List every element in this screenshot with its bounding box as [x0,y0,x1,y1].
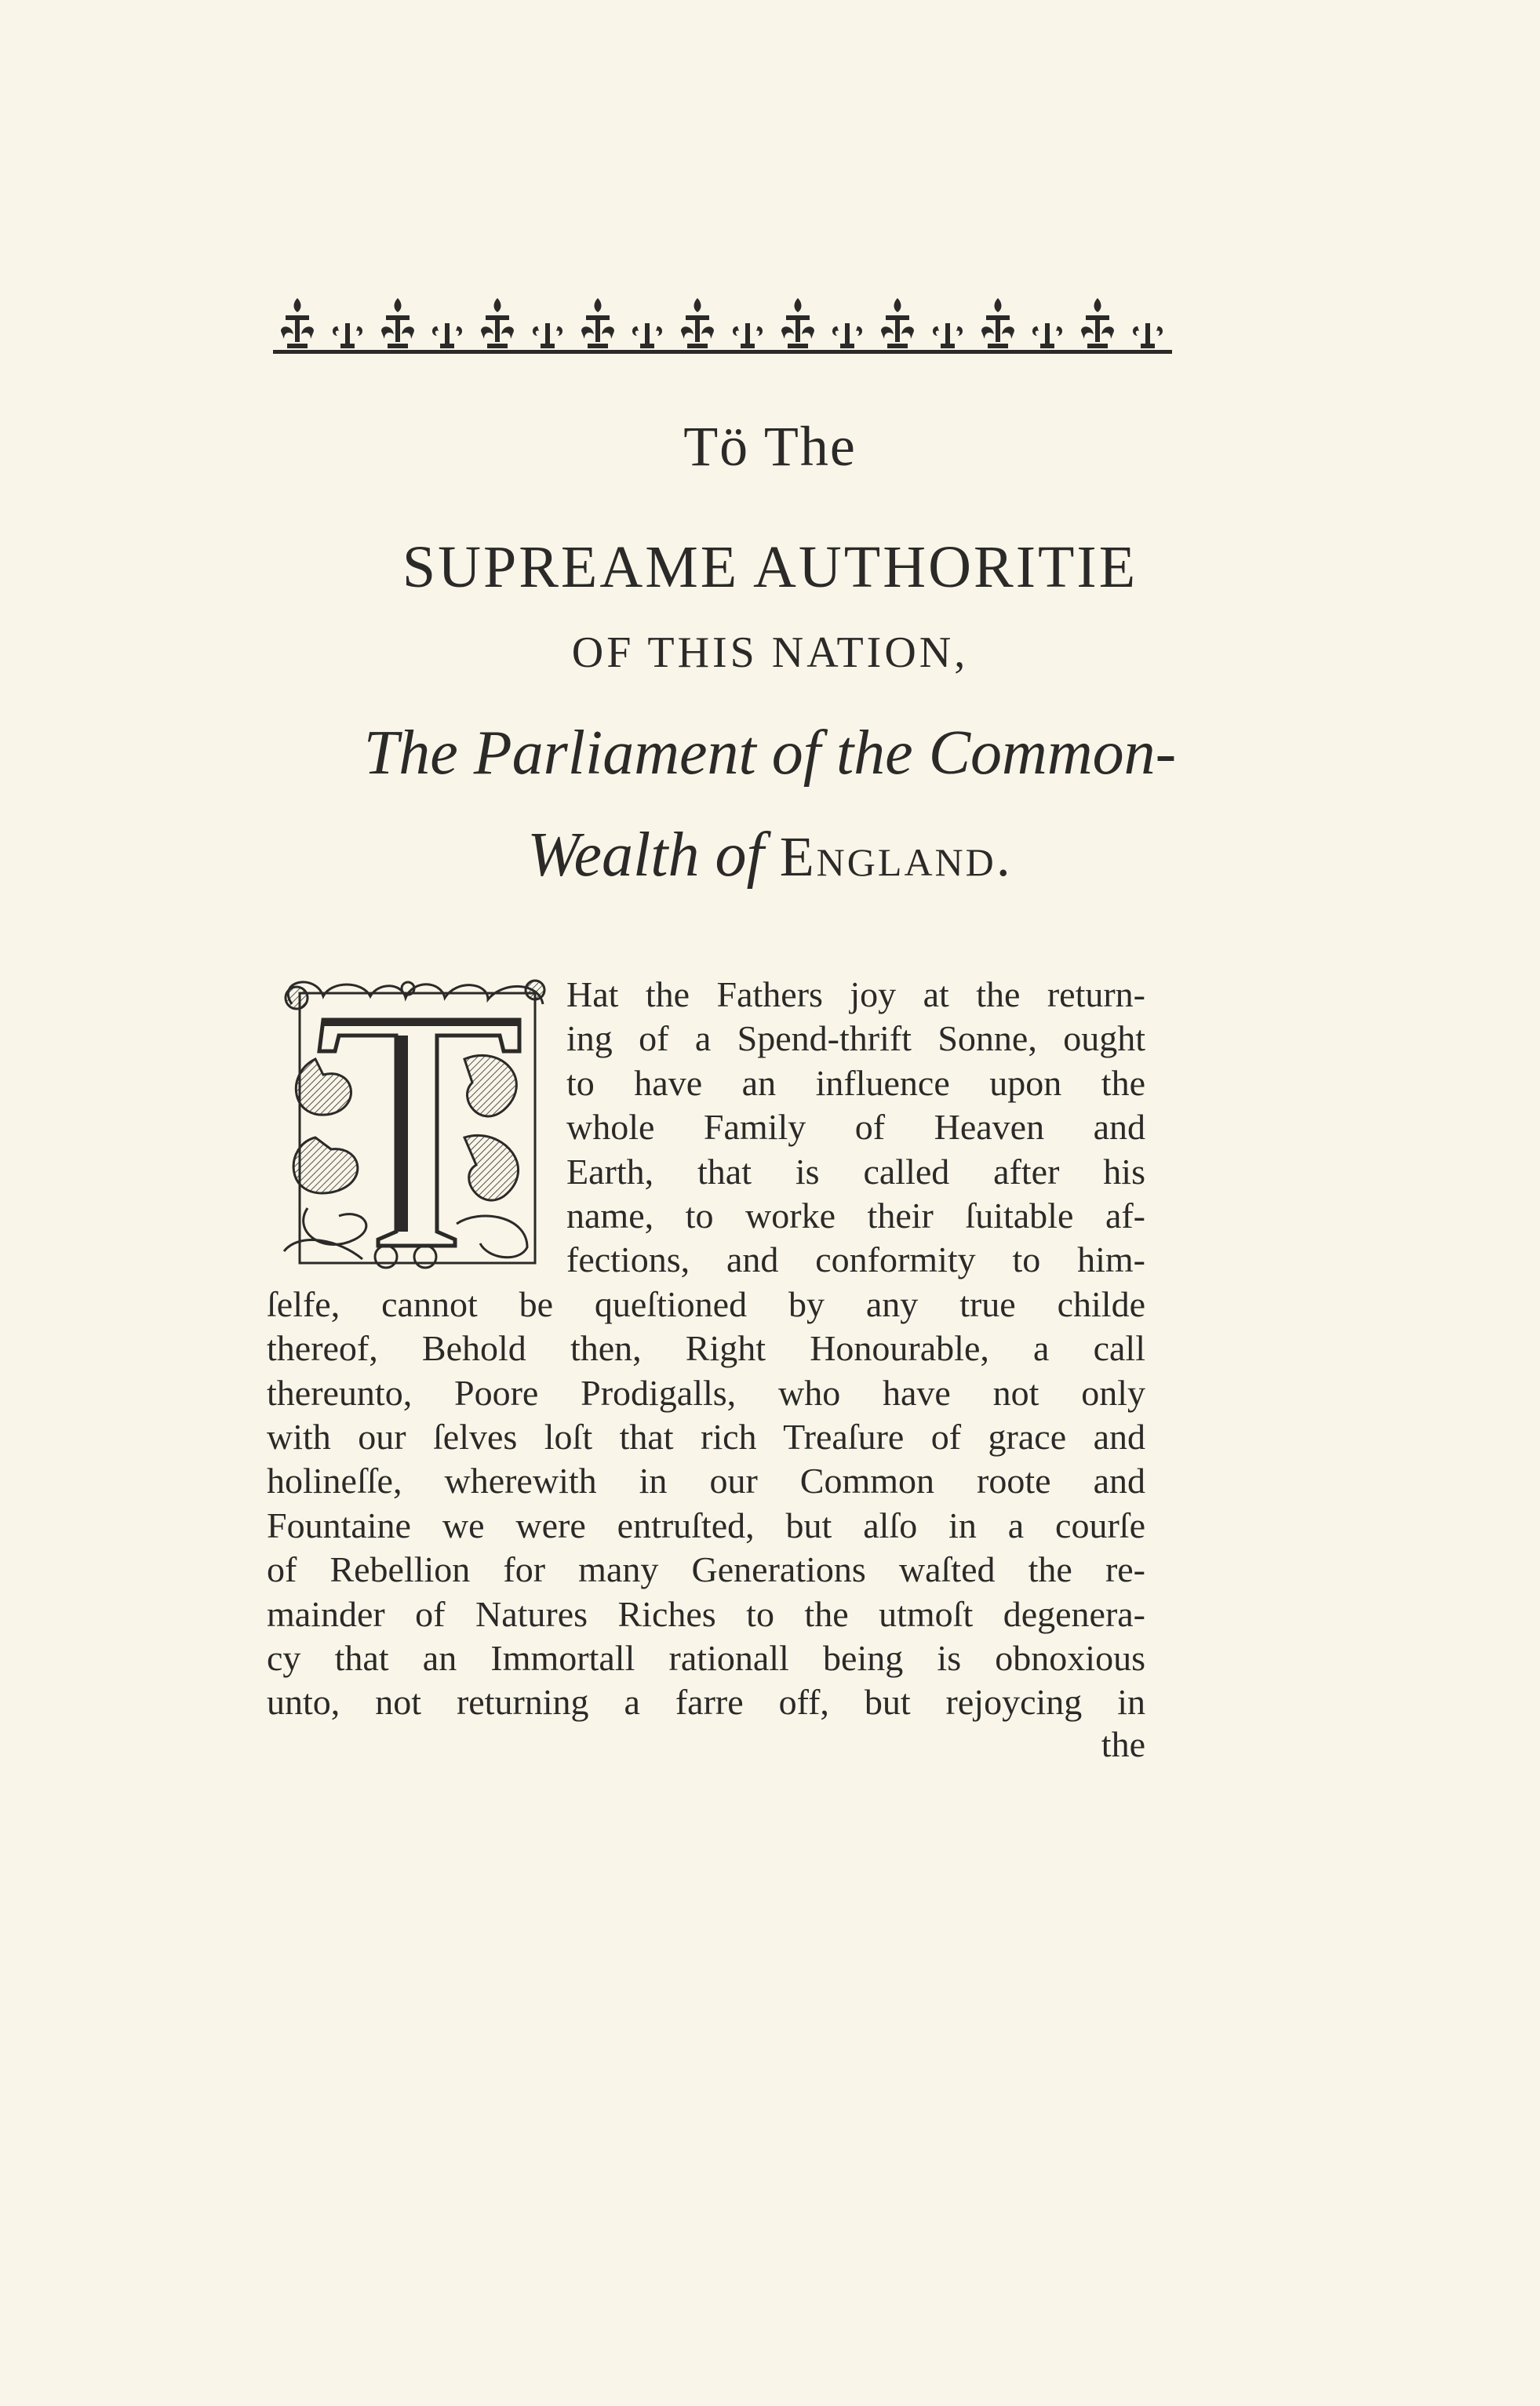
dedication-of-this-nation: OF THIS NATION, [571,628,969,677]
body-line: to have an influence upon the [566,1062,1145,1103]
fleuron-icon [523,295,572,350]
fleuron-icon [774,295,822,350]
fleuron-icon [673,295,722,350]
body-line: Earth, that is called after his [566,1151,1145,1192]
fleuron-icon [323,295,372,350]
body-line: ſelfe, cannot be queſtioned by any true childe [267,1283,1145,1324]
fleuron-icon [873,295,922,350]
body-line: ing of a Spend-thrift Sonne, ought [566,1018,1145,1059]
body-line: whole Family of Heaven and [566,1107,1145,1148]
body-line: mainder of Natures Riches to the utmoſt degenera- [267,1593,1145,1634]
fleuron-icon [423,295,471,350]
fleuron-icon [923,295,972,350]
fleuron-icon [623,295,672,350]
fleuron-icon [1123,295,1172,350]
body-line: fections, and conformity to him- [566,1239,1145,1280]
body-line: holineſſe, wherewith in our Common roote and [267,1461,1145,1501]
dedication-wealth-line [0,820,1540,891]
fleuron-icon [823,295,872,350]
body-line: cy that an Immortall rationall being is obnoxious [267,1638,1145,1678]
dedication-to-the: Tö The [683,415,857,478]
fleuron-icon [573,295,622,350]
fleuron-icon [473,295,522,350]
fleuron-band-icon [273,289,1172,354]
body-line: thereof, Behold then, Right Honourable, a call [267,1328,1145,1369]
england-text: England. [779,825,1013,888]
body-line: Fountaine we were entruſted, but alſo in a courſe [267,1505,1145,1545]
body-line: thereunto, Poore Prodigalls, who have not only [267,1372,1145,1413]
fleuron-icon [1073,295,1122,350]
wealth-italic-text: Wealth of [527,821,764,890]
dedication-supreme-authoritie: SUPREAME AUTHORITIE [402,534,1138,600]
fleuron-icon [1023,295,1072,350]
fleuron-icon [974,295,1022,350]
dedication-parliament-line: The Parliament of the Common- [363,719,1177,788]
body-line: with our ſelves loſt that rich Treaſure of grace and [267,1417,1145,1457]
body-line: Hat the Fathers joy at the return- [566,974,1145,1014]
decorated-initial-T-icon [268,973,559,1277]
fleuron-icon [373,295,422,350]
catchword: the [1101,1724,1145,1764]
body-line: name, to worke their ſuitable af- [566,1196,1145,1236]
body-line: unto, not returning a farre off, but rejoycing in [267,1682,1145,1723]
body-line: of Rebellion for many Generations waſted the re- [267,1549,1145,1590]
fleuron-icon [723,295,772,350]
fleuron-icon [273,295,322,350]
